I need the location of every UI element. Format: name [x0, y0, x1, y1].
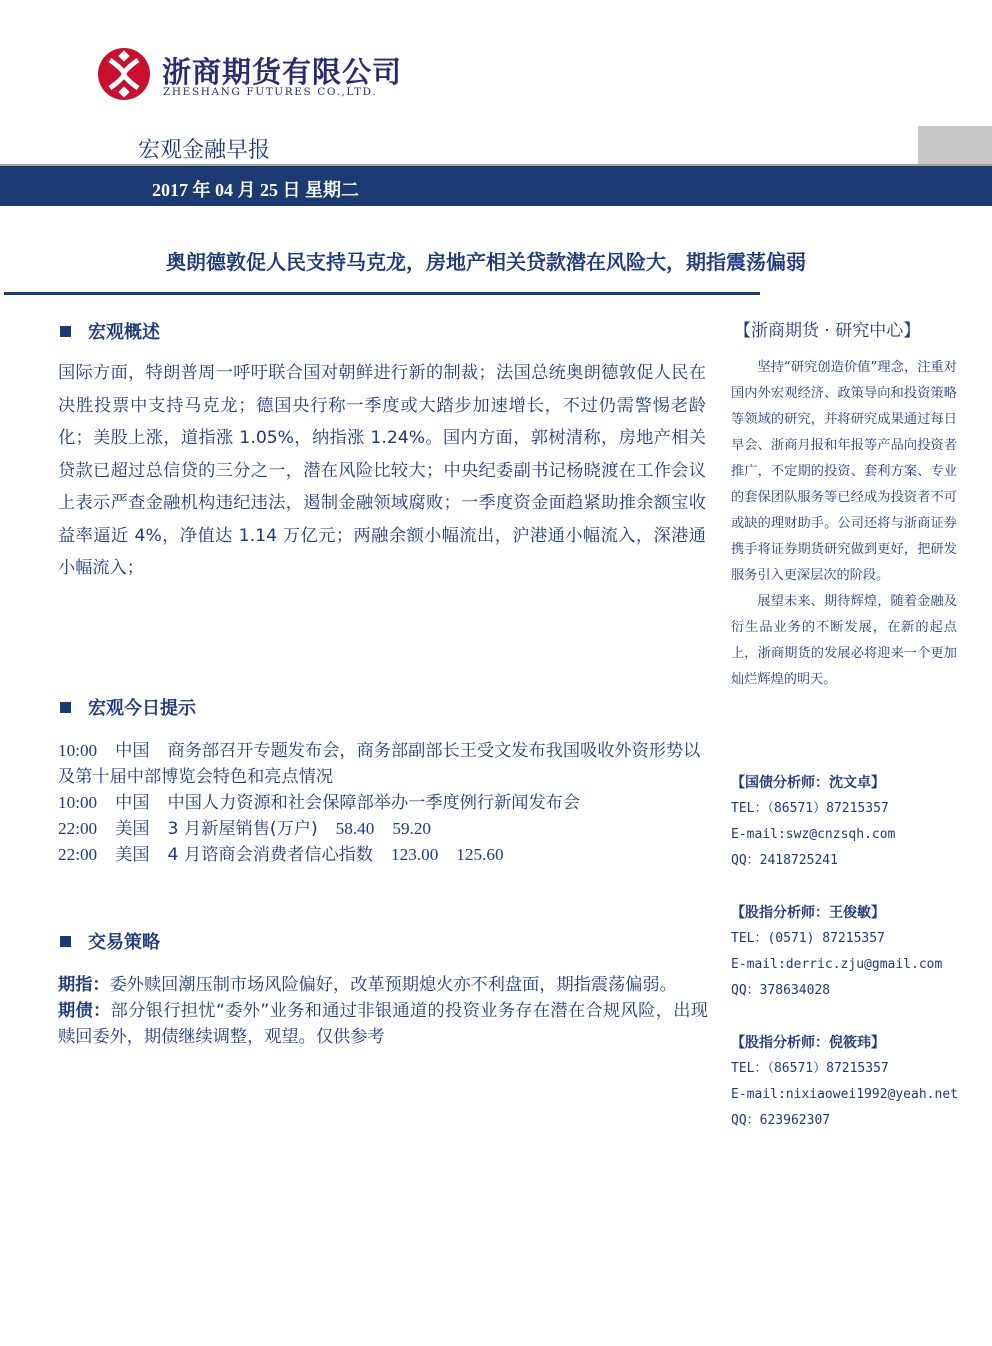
section-title-strategy-label: 交易策略 — [88, 932, 160, 953]
intro-paragraph-1: 坚持“研究创造价值”理念，注重对国内外宏观经济、政策导向和投资策略等领域的研究，并将研究成果通过每日早会、浙商月报和年报等产品向投资者推广，不定期的投资、套利方案、专业的套保团队服务等已经成为投资者不可或缺的理财助手。公司还将与浙商证券携手将证券期货研究做到更好，把研发服务引入更深层次的阶段。 — [731, 360, 957, 583]
event-time: 22:00 — [58, 819, 98, 838]
event-prev-value: 123.00 — [391, 845, 439, 864]
event-time: 10:00 — [58, 793, 98, 812]
analyst-title: 【国债分析师：沈文卓】 — [731, 775, 885, 791]
square-bullet-icon — [60, 936, 71, 947]
strategy-item — [58, 998, 708, 1050]
event-item — [58, 790, 710, 816]
event-item — [58, 816, 710, 842]
research-center-intro — [731, 355, 957, 693]
company-name-en: ZHESHANG FUTURES CO.,LTD. — [163, 86, 378, 98]
event-desc: 4 月谘商会消费者信心指数 — [167, 845, 374, 865]
research-center-title: 【浙商期货 · 研究中心】 — [734, 321, 921, 341]
section-title-overview — [60, 318, 160, 344]
analyst-tel: TEL：（86571）87215357 — [731, 1061, 889, 1076]
event-country: 美国 — [115, 819, 150, 839]
company-logo-icon — [96, 46, 152, 102]
strategy-list — [58, 972, 708, 1050]
intro-paragraph-2: 展望未来、期待辉煌，随着金融及衍生品业务的不断发展，在新的起点上，浙商期货的发展必将迎来一个更加灿烂辉煌的明天。 — [731, 594, 957, 687]
report-date: 2017 年 04 月 25 日 星期二 — [152, 180, 359, 200]
event-item — [58, 738, 710, 790]
analyst-title: 【股指分析师：倪筱玮】 — [731, 1035, 885, 1051]
strategy-text: 部分银行担忧“委外”业务和通过非银通道的投资业务存在潜在合规风险，出现赎回委外，期债继续调整，观望。仅供参考 — [58, 1001, 708, 1047]
strategy-item — [58, 972, 708, 998]
analyst-email: E-mail:nixiaowei1992@yeah.net — [731, 1087, 958, 1102]
analyst-email: E-mail:derric.zju@gmail.com — [731, 957, 943, 972]
event-list — [58, 738, 710, 868]
event-prev-value: 58.40 — [335, 819, 375, 838]
analyst-tel: TEL：(0571) 87215357 — [731, 931, 885, 946]
event-time: 10:00 — [58, 741, 98, 760]
headline-rule — [4, 292, 760, 295]
section-title-today — [60, 694, 196, 720]
analyst-email: E-mail:swz@cnzsqh.com — [731, 827, 896, 842]
event-country: 中国 — [115, 793, 150, 813]
headline: 奥朗德敦促人民支持马克龙，房地产相关贷款潜在风险大，期指震荡偏弱 — [166, 250, 806, 274]
event-desc: 中国人力资源和社会保障部举办一季度例行新闻发布会 — [167, 793, 581, 813]
event-country: 中国 — [115, 741, 150, 761]
section-title-strategy — [60, 928, 160, 954]
strategy-label: 期指： — [58, 975, 110, 995]
analyst-tel: TEL：（86571）87215357 — [731, 801, 889, 816]
square-bullet-icon — [60, 702, 71, 713]
company-name-cn: 浙商期货有限公司 — [162, 55, 403, 89]
event-desc: 3 月新屋销售(万户) — [167, 819, 318, 839]
event-desc: 商务部召开专题发布会，商务部副部长王受文发布我国吸收外资形势以及第十届中部博览会特色和亮点情况 — [58, 741, 701, 787]
analyst-qq: QQ：2418725241 — [731, 853, 838, 868]
strategy-label: 期债： — [58, 1001, 111, 1021]
event-item — [58, 842, 710, 868]
strategy-text: 委外赎回潮压制市场风险偏好，改革预期熄火亦不利盘面，期指震荡偏弱。 — [109, 975, 677, 995]
analyst-title: 【股指分析师：王俊敏】 — [731, 905, 885, 921]
date-band — [0, 166, 992, 206]
analyst-card — [731, 1030, 971, 1134]
event-country: 美国 — [115, 845, 150, 865]
analyst-qq: QQ：378634028 — [731, 983, 831, 998]
event-forecast-value: 59.20 — [392, 819, 432, 838]
analyst-card — [731, 770, 971, 874]
event-time: 22:00 — [58, 845, 98, 864]
analyst-qq: QQ：623962307 — [731, 1113, 831, 1128]
section-title-overview-label: 宏观概述 — [88, 322, 160, 343]
event-forecast-value: 125.60 — [456, 845, 504, 864]
analyst-card — [731, 900, 971, 1004]
report-type-title: 宏观金融早报 — [138, 138, 271, 163]
section-title-today-label: 宏观今日提示 — [88, 698, 196, 719]
square-bullet-icon — [60, 326, 71, 337]
overview-paragraph: 国际方面，特朗普周一呼吁联合国对朝鲜进行新的制裁；法国总统奥朗德敦促人民在决胜投票中支持马克龙；德国央行称一季度或大踏步加速增长，不过仍需警惕老龄化；美股上涨，道指涨 1.05%，纳指涨 1.24%。国内方面，郭树清称，房地产相关贷款已超过总信贷的三分之一，潜在风险比较大；中央纪委副书记杨晓渡在工作会议上表示严查金融机构违纪违法，遏制金融领域腐败；一季度资金面趋紧助推余额宝收益率逼近 4%，净值达 1.14 万亿元；两融余额小幅流出，沪港通小幅流入，深港通小幅流入； — [58, 363, 706, 578]
header-gray-tab — [918, 126, 992, 166]
